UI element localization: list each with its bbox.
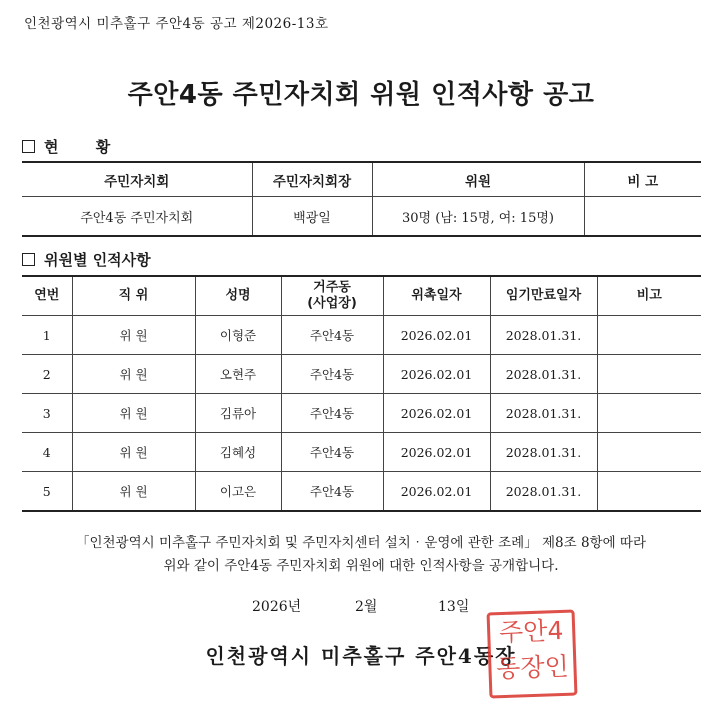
position-cell: 위 원 xyxy=(72,316,195,355)
notice-line: 「인천광역시 미추홀구 주민자치회 및 주민자치센터 설치‧운영에 관한 조례」 제8조 8항에 따라 xyxy=(75,535,647,551)
appointment-date-cell: 2026.02.01 xyxy=(383,433,490,472)
name-cell: 이고은 xyxy=(195,472,281,512)
remarks-cell xyxy=(597,472,701,512)
residence-cell: 주안4동 xyxy=(281,472,383,512)
position-cell: 위 원 xyxy=(72,472,195,512)
residence-cell: 주안4동 xyxy=(281,433,383,472)
position-cell: 위 원 xyxy=(72,394,195,433)
official-seal xyxy=(487,609,578,698)
checkbox-icon xyxy=(22,253,35,266)
column-header: 주민자치회 xyxy=(22,162,252,197)
seal-line: 주안4 xyxy=(498,615,564,648)
term-end-date-cell: 2028.01.31. xyxy=(490,394,597,433)
members-section-heading xyxy=(22,249,151,270)
column-header: 위촉일자 xyxy=(383,276,490,316)
table-row xyxy=(22,472,701,512)
row-number: 3 xyxy=(22,394,72,433)
members-table xyxy=(22,275,701,512)
row-number: 1 xyxy=(22,316,72,355)
residence-cell: 주안4동 xyxy=(281,394,383,433)
remarks-cell xyxy=(597,394,701,433)
appointment-date-cell: 2026.02.01 xyxy=(383,472,490,512)
term-end-date-cell: 2028.01.31. xyxy=(490,316,597,355)
term-end-date-cell: 2028.01.31. xyxy=(490,355,597,394)
notice-text xyxy=(0,532,722,578)
document-number: 인천광역시 미추홀구 주안4동 공고 제2026-13호 xyxy=(24,16,329,32)
status-table-header xyxy=(22,162,701,197)
date-year: 2026년 xyxy=(252,599,302,615)
row-number: 5 xyxy=(22,472,72,512)
column-header: 임기만료일자 xyxy=(490,276,597,316)
status-section-title: 현 황 xyxy=(44,138,127,156)
name-cell: 이형준 xyxy=(195,316,281,355)
column-header: 직 위 xyxy=(72,276,195,316)
status-table xyxy=(22,161,701,237)
table-row xyxy=(22,433,701,472)
table-row xyxy=(22,394,701,433)
residence-cell: 주안4동 xyxy=(281,316,383,355)
table-row xyxy=(22,355,701,394)
column-header: 연번 xyxy=(22,276,72,316)
members-table-header xyxy=(22,276,701,316)
column-header: 주민자치회장 xyxy=(252,162,372,197)
issuer-name: 인천광역시 미추홀구 주안4동장 xyxy=(205,644,517,668)
council-name-cell: 주안4동 주민자치회 xyxy=(22,197,252,237)
status-table-row xyxy=(22,197,701,237)
term-end-date-cell: 2028.01.31. xyxy=(490,433,597,472)
name-cell: 김혜성 xyxy=(195,433,281,472)
table-row xyxy=(22,316,701,355)
position-cell: 위 원 xyxy=(72,355,195,394)
appointment-date-cell: 2026.02.01 xyxy=(383,394,490,433)
row-number: 4 xyxy=(22,433,72,472)
date-day: 13일 xyxy=(438,599,470,615)
checkbox-icon xyxy=(22,140,35,153)
row-number: 2 xyxy=(22,355,72,394)
name-cell: 오현주 xyxy=(195,355,281,394)
column-header: 위원 xyxy=(372,162,584,197)
remarks-cell xyxy=(584,197,701,237)
column-header: 비고 xyxy=(597,276,701,316)
remarks-cell xyxy=(597,316,701,355)
appointment-date-cell: 2026.02.01 xyxy=(383,355,490,394)
position-cell: 위 원 xyxy=(72,433,195,472)
member-count-cell: 30명 (남: 15명, 여: 15명) xyxy=(372,197,584,237)
members-section-title: 위원별 인적사항 xyxy=(44,251,151,269)
status-section-heading xyxy=(22,136,126,157)
column-header: 거주동 (사업장) xyxy=(281,276,383,316)
name-cell: 김류아 xyxy=(195,394,281,433)
date-month: 2월 xyxy=(355,599,378,615)
page-title: 주안4동 주민자치회 위원 인적사항 공고 xyxy=(127,80,595,110)
chairperson-cell: 백광일 xyxy=(252,197,372,237)
remarks-cell xyxy=(597,355,701,394)
column-header: 성명 xyxy=(195,276,281,316)
seal-line: 동장인 xyxy=(495,651,570,684)
residence-cell: 주안4동 xyxy=(281,355,383,394)
term-end-date-cell: 2028.01.31. xyxy=(490,472,597,512)
appointment-date-cell: 2026.02.01 xyxy=(383,316,490,355)
notice-line: 위와 같이 주안4동 주민자치회 위원에 대한 인적사항을 공개합니다. xyxy=(163,558,559,574)
column-header: 비 고 xyxy=(584,162,701,197)
remarks-cell xyxy=(597,433,701,472)
